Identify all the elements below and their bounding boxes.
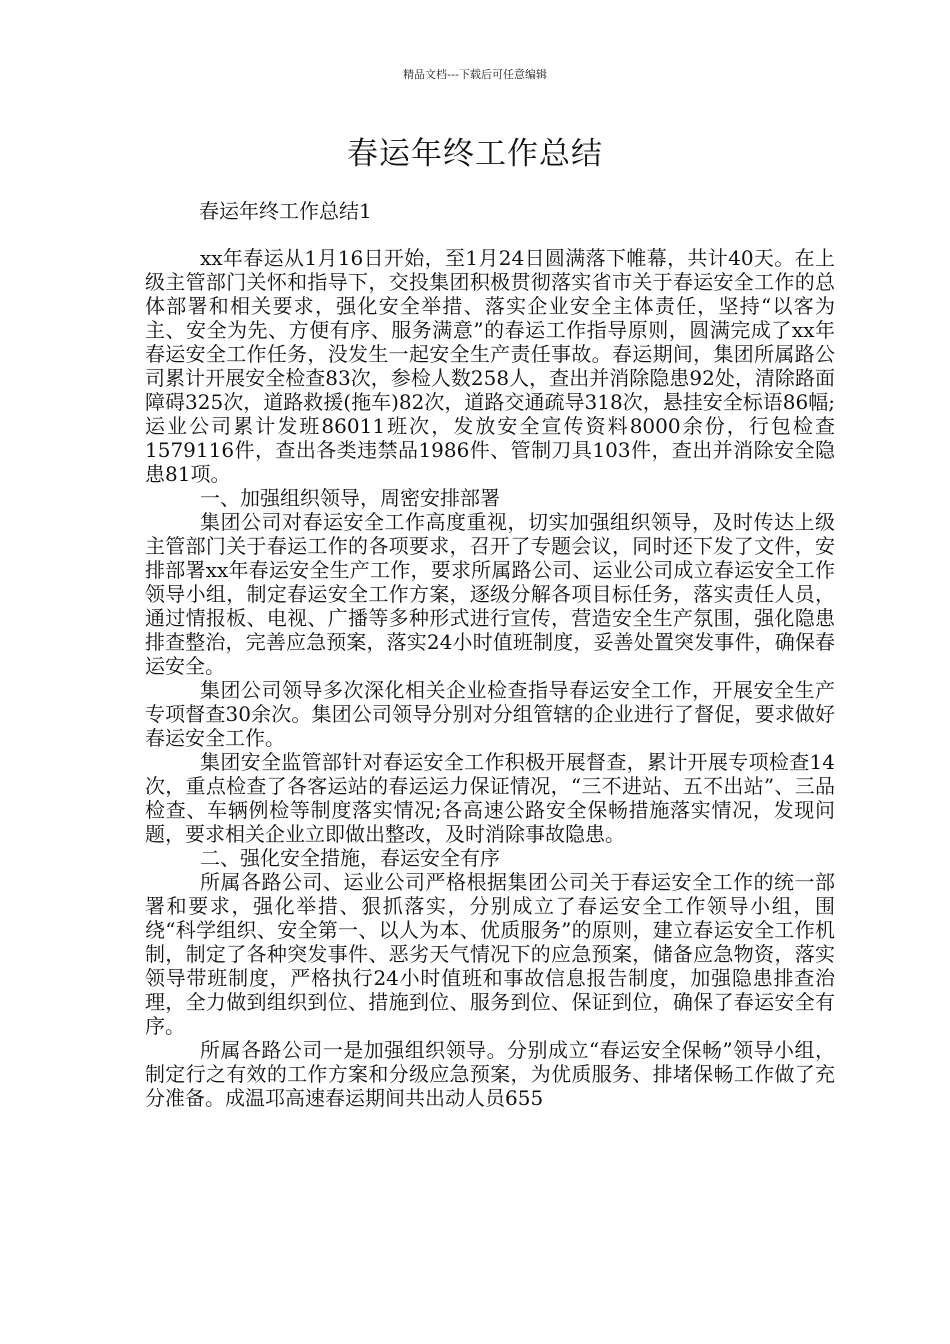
section-heading-2: 二、强化安全措施，春运安全有序 bbox=[200, 846, 500, 870]
document-subtitle: 春运年终工作总结1 bbox=[199, 199, 372, 223]
paragraph-intro: xx年春运从1月16日开始，至1月24日圆满落下帷幕，共计40天。在上级主管部门关怀和指导下，交投集团积极贯彻落实省市关于春运安全工作的总体部署和相关要求，强化安全举措、落实企业安全主体责任，坚持“以客为主、安全为先、方便有序、服务满意”的春运工作指导原则，圆满完成了xx年春运安全工作任务，没发生一起安全生产责任事故。春运期间，集团所属路公司累计开展安全检查83次，参检人数258人，查出并消除隐患92处，清除路面障碍325次，道路救援(拖车)82次，道路交通疏导318次，悬挂安全标语86幅;运业公司累计发班86011班次，发放安全宣传资料8000余份，行包检查1579116件，查出各类违禁品1986件、管制刀具103件，查出并消除安全隐患81项。 bbox=[145, 246, 835, 486]
paragraph: 集团安全监管部针对春运安全工作积极开展督查，累计开展专项检查14次，重点检查了各客运站的春运运力保证情况，“三不进站、五不出站”、三品检查、车辆例检等制度落实情况;各高速公路安全保畅措施落实情况，发现问题，要求相关企业立即做出整改，及时消除事故隐患。 bbox=[145, 750, 835, 846]
document-title: 春运年终工作总结 bbox=[347, 136, 603, 172]
paragraph: 集团公司领导多次深化相关企业检查指导春运安全工作，开展安全生产专项督查30余次。集团公司领导分别对分组管辖的企业进行了督促，要求做好春运安全工作。 bbox=[145, 678, 835, 750]
paragraph: 所属各路公司、运业公司严格根据集团公司关于春运安全工作的统一部署和要求，强化举措、狠抓落实，分别成立了春运安全工作领导小组，围绕“科学组织、安全第一、以人为本、优质服务”的原则，建立春运安全工作机制，制定了各种突发事件、恶劣天气情况下的应急预案，储备应急物资，落实领导带班制度，严格执行24小时值班和事故信息报告制度，加强隐患排查治理，全力做到组织到位、措施到位、服务到位、保证到位，确保了春运安全有序。 bbox=[145, 870, 835, 1038]
paragraph: 集团公司对春运安全工作高度重视，切实加强组织领导，及时传达上级主管部门关于春运工作的各项要求，召开了专题会议，同时还下发了文件，安排部署xx年春运安全生产工作，要求所属路公司、运业公司成立春运安全工作领导小组，制定春运安全工作方案，逐级分解各项目标任务，落实责任人员，通过情报板、电视、广播等多种形式进行宣传，营造安全生产氛围，强化隐患排查整治，完善应急预案，落实24小时值班制度，妥善处置突发事件，确保春运安全。 bbox=[145, 510, 835, 678]
document-body bbox=[145, 246, 835, 1110]
paragraph: 所属各路公司一是加强组织领导。分别成立“春运安全保畅”领导小组，制定行之有效的工作方案和分级应急预案，为优质服务、排堵保畅工作做了充分准备。成温邛高速春运期间共出动人员655 bbox=[145, 1038, 835, 1110]
section-heading-1: 一、加强组织领导，周密安排部署 bbox=[200, 486, 500, 510]
header-note: 精品文档---下载后可任意编辑 bbox=[403, 68, 547, 81]
